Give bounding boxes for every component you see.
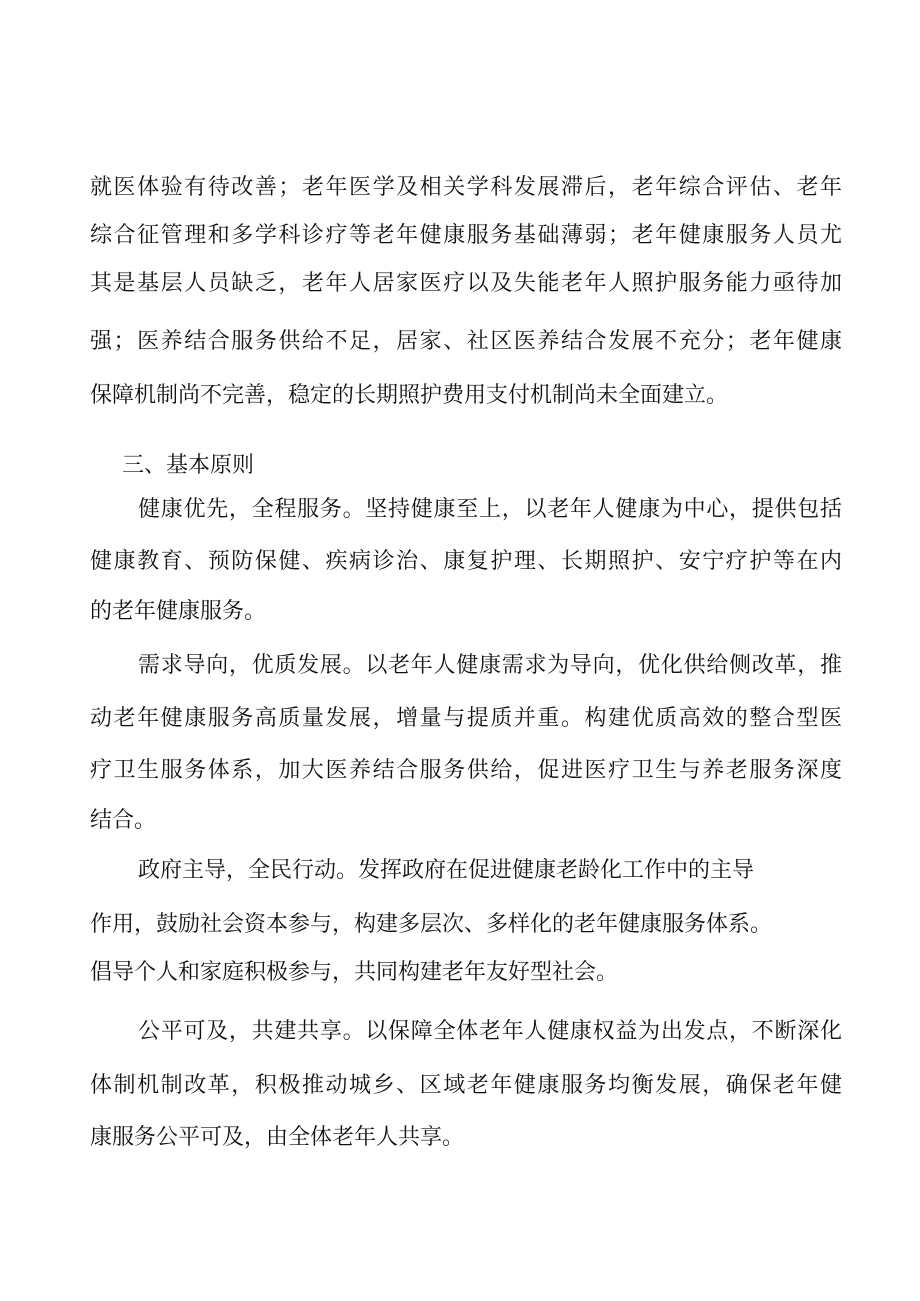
text-line: 康服务公平可及，由全体老年人共享。 [90, 1125, 465, 1150]
text-line: 体制机制改革，积极推动城乡、区域老年健康服务均衡发展，确保老年健 [90, 1073, 842, 1098]
text-line: 疗卫生服务体系，加大医养结合服务供给，促进医疗卫生与养老服务深度 [90, 758, 842, 783]
text-line: 综合征管理和多学科诊疗等老年健康服务基础薄弱；老年健康服务人员尤 [90, 223, 842, 248]
text-line: 其是基层人员缺乏，老年人居家医疗以及失能老年人照护服务能力亟待加 [90, 271, 842, 296]
text-line: 的老年健康服务。 [90, 599, 267, 624]
text-line: 健康优先，全程服务。坚持健康至上，以老年人健康为中心，提供包括 [138, 497, 842, 522]
text-line: 健康教育、预防保健、疾病诊治、康复护理、长期照护、安宁疗护等在内 [90, 549, 842, 574]
section-heading: 三、基本原则 [122, 453, 255, 478]
text-line: 公平可及，共建共享。以保障全体老年人健康权益为出发点，不断深化 [138, 1019, 842, 1044]
text-line: 结合。 [90, 808, 157, 833]
text-line: 就医体验有待改善；老年医学及相关学科发展滞后，老年综合评估、老年 [90, 175, 842, 200]
text-line: 作用，鼓励社会资本参与，构建多层次、多样化的老年健康服务体系。 [90, 912, 773, 937]
text-line: 需求导向，优质发展。以老年人健康需求为导向，优化供给侧改革，推 [138, 653, 842, 678]
text-line: 保障机制尚不完善，稳定的长期照护费用支付机制尚未全面建立。 [90, 383, 729, 408]
text-line: 强；医养结合服务供给不足，居家、社区医养结合发展不充分；老年健康 [90, 329, 842, 354]
text-line: 政府主导，全民行动。发挥政府在促进健康老龄化工作中的主导 [138, 858, 755, 883]
text-line: 倡导个人和家庭积极参与，共同构建老年友好型社会。 [90, 960, 619, 985]
text-line: 动老年健康服务高质量发展，增量与提质并重。构建优质高效的整合型医 [90, 706, 842, 731]
